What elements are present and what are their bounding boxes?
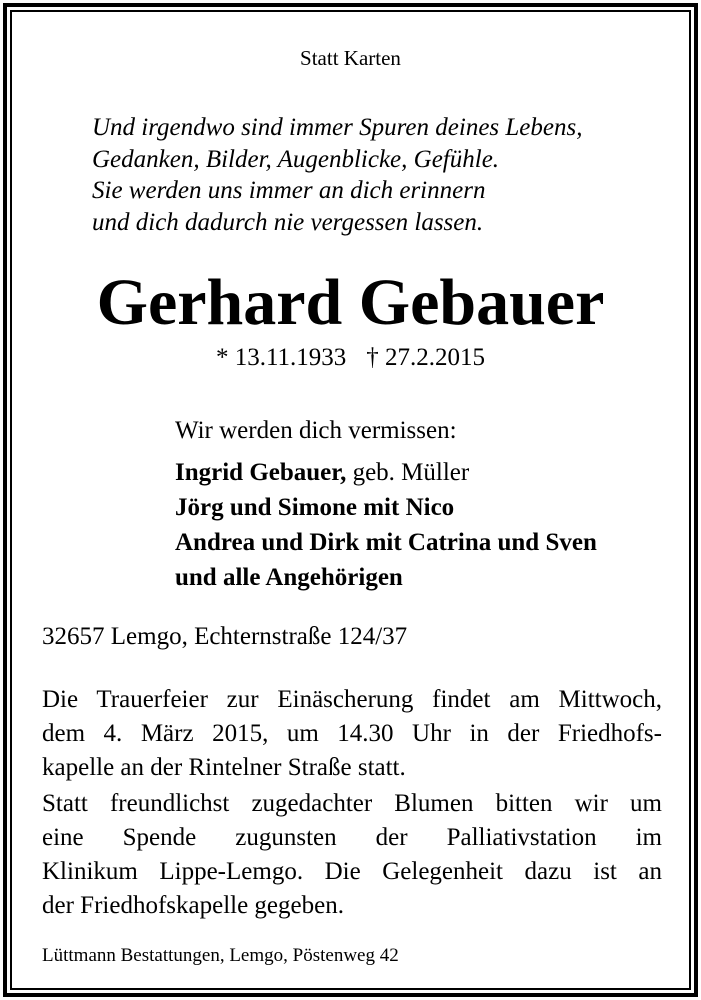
donation-line: Klinikum Lippe-Lemgo. Die Gelegenheit dazu ist an [42,858,662,885]
address: 32657 Lemgo, Echternstraße 124/37 [42,623,408,650]
donation-line: Statt freundlichst zugedachter Blumen bitten wir um [42,790,662,817]
funeral-line: Die Trauerfeier zur Einäscherung findet am Mittwoch, [42,686,662,713]
life-dates [0,342,701,374]
funeral-line: dem 4. März 2015, um 14.30 Uhr in der Friedhofs- [42,720,662,747]
poem-block [92,112,582,238]
donation-line: der Friedhofskapelle gegeben. [42,892,344,919]
donation-line: eine Spende zugunsten der Palliativstation im [42,824,662,851]
heading-statt-karten: Statt Karten [300,46,401,70]
poem-line: Gedanken, Bilder, Augenblicke, Gefühle. [92,145,500,173]
funeral-line: kapelle an der Rintelner Straße statt. [42,754,406,781]
mourner-line [175,455,597,490]
mourner-name-bold: Ingrid Gebauer, [175,459,347,486]
mourners-list [175,455,597,595]
deceased-name: Gerhard Gebauer [96,266,605,339]
mourner-line: Jörg und Simone mit Nico [175,494,455,521]
poem-line: Sie werden uns immer an dich erinnern [92,177,486,204]
mourners-intro: Wir werden dich vermissen: [175,417,457,444]
mourner-line: und alle Angehörigen [175,564,403,591]
undertaker-footer: Lüttmann Bestattungen, Lemgo, Pöstenweg 42 [42,945,399,966]
birth-date: * 13.11.1933 [215,344,347,371]
donation-paragraph [42,787,662,923]
mourner-maiden-name: geb. Müller [346,459,470,486]
death-date: † 27.2.2015 [366,344,486,371]
poem-line: Und irgendwo sind immer Spuren deines Lebens, [92,114,583,141]
poem-line: und dich dadurch nie vergessen lassen. [92,208,484,236]
mourner-line: Andrea und Dirk mit Catrina und Sven [175,529,597,556]
funeral-paragraph [42,683,662,785]
